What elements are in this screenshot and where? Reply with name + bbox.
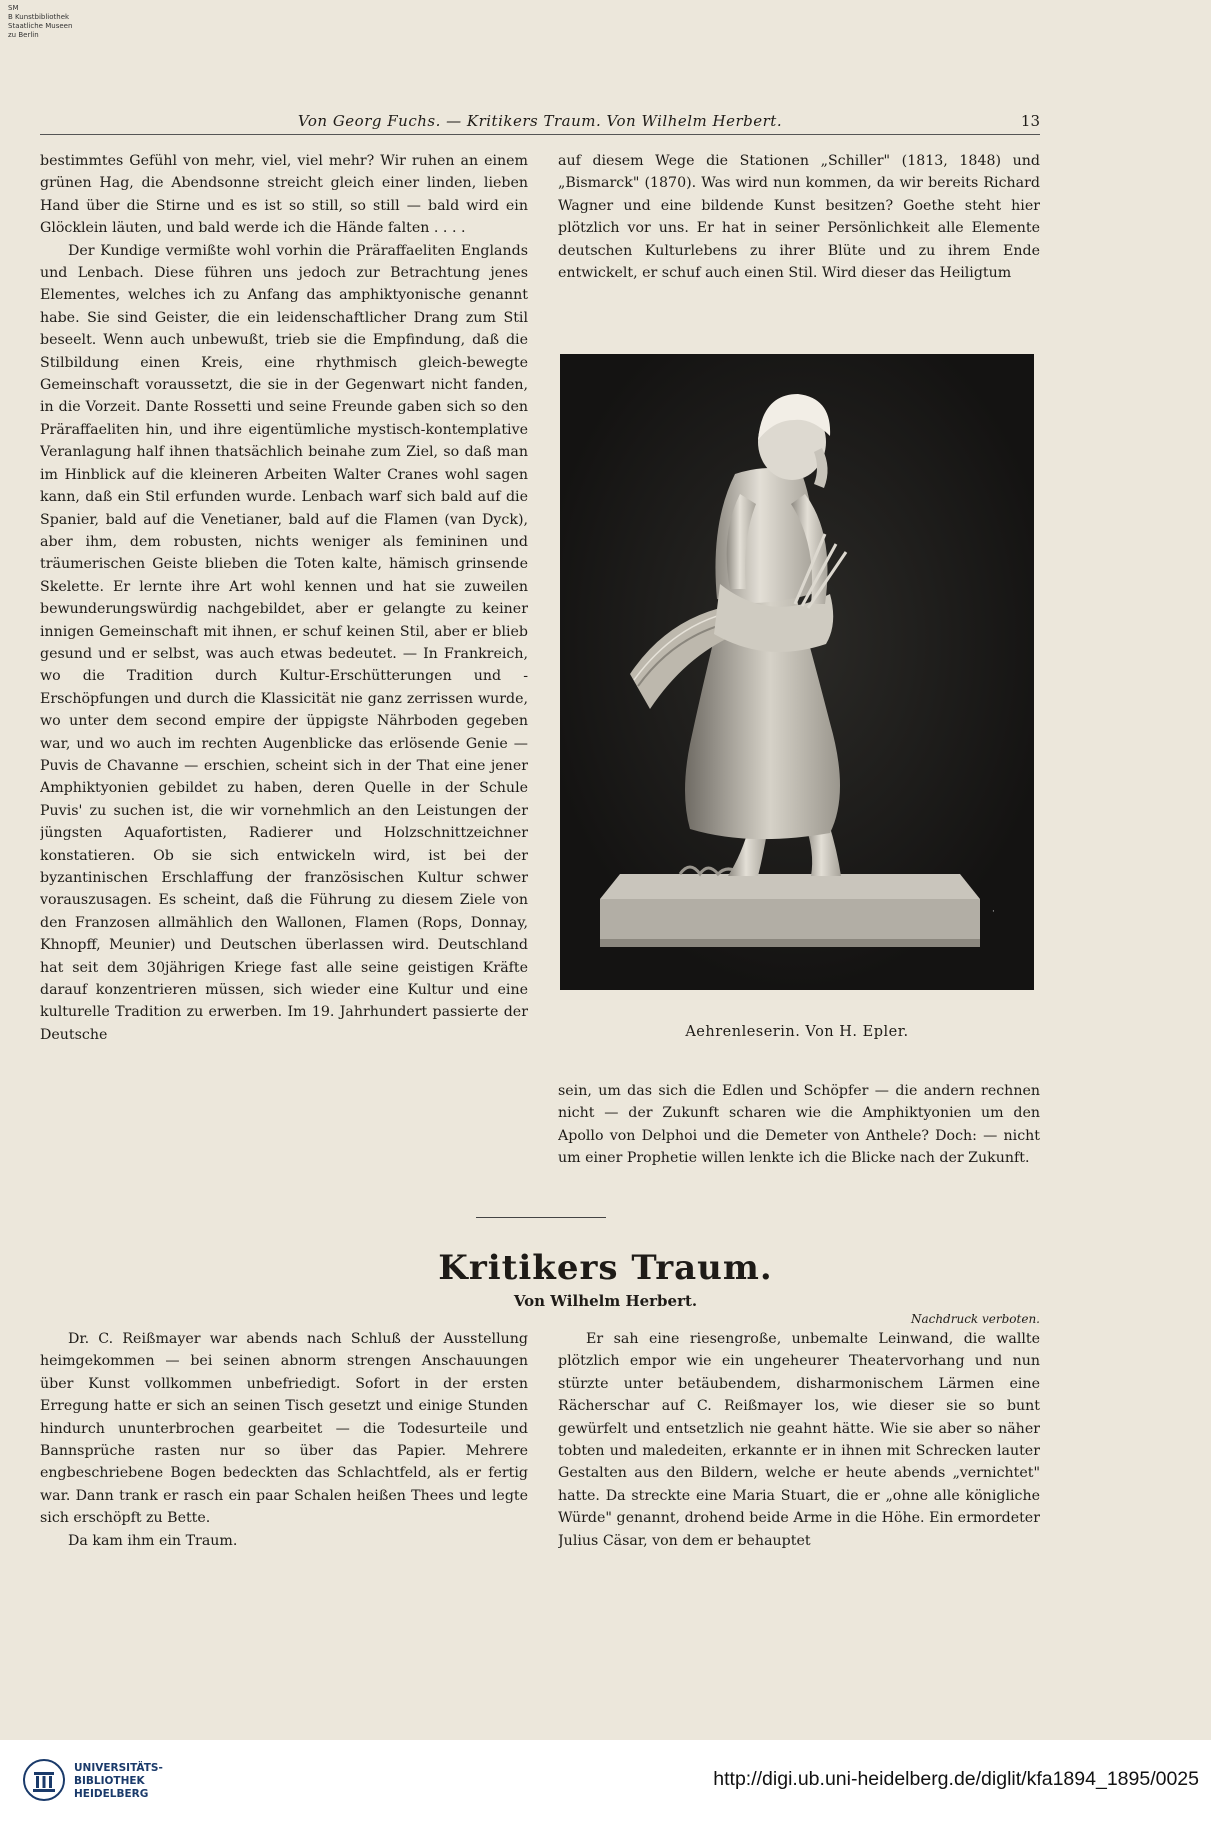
stamp-line: zu Berlin [8, 31, 39, 39]
article2-left-column [40, 1328, 528, 1578]
article1-right-column-bottom [558, 1080, 1040, 1190]
article1-left-column [40, 150, 528, 1200]
sculpture-photograph [560, 354, 1034, 990]
reprint-notice: Nachdruck verboten. [910, 1312, 1040, 1326]
footer-bar [0, 1740, 1211, 1830]
article-title: Kritikers Traum. [438, 1248, 773, 1288]
library-name-line: BIBLIOTHEK [74, 1775, 145, 1787]
library-name-line: UNIVERSITÄTS- [74, 1762, 163, 1774]
page-number: 13 [1020, 112, 1040, 130]
paragraph: bestimmtes Gefühl von mehr, viel, viel mehr? Wir ruhen an einem grünen Hag, die Abendsonne streicht gleich einer linden, lieben Hand über die Stirne und es ist so still, so still — bald wird ein Glöcklein läuten, und bald werde ich die Hände falten . . . . [40, 153, 528, 237]
section-divider [476, 1217, 606, 1218]
article-author: Von Wilhelm Herbert. [513, 1292, 698, 1310]
library-name [74, 1762, 163, 1801]
running-header [40, 104, 1040, 135]
university-library-logo-icon [22, 1758, 66, 1802]
paragraph: sein, um das sich die Edlen und Schöpfer — die andern rechnen nicht — der Zukunft scharen wie die Amphiktyonien um den Apollo von Delphoi und die Demeter von Anthele? Doch: — nicht um einer Prophetie willen lenkte ich die Blicke nach der Zukunft. [558, 1083, 1040, 1167]
library-stamp [8, 4, 72, 40]
paragraph: auf diesem Wege die Stationen „Schiller" (1813, 1848) und „Bismarck" (1870). Was wird nun kommen, da wir bereits Richard Wagner und eine bildende Kunst besitzen? Goethe steht hier plötzlich vor uns. Er hat in seiner Persönlichkeit alle Elemente deutschen Kulturlebens zu ihrer Blüte und zu ihrem Ende entwickelt, er schuf auch einen Stil. Wird dieser das Heiligtum [558, 153, 1040, 282]
stamp-line: Staatliche Museen [8, 22, 73, 30]
paragraph: Der Kundige vermißte wohl vorhin die Präraffaeliten Englands und Lenbach. Diese führen uns jedoch zur Betrachtung jenes Elementes, welches ich zu Anfang das amphiktyonische genannt habe. Sie sind Geister, die ein leidenschaftlicher Drang zum Stil beseelt. Wenn auch unbewußt, trieb sie die Empfindung, daß die Stilbildung einen Kreis, eine rhythmisch gleich-bewegte Gemeinschaft voraussetzt, die sie in der Gegenwart nicht fanden, in die Vorzeit. Dante Rossetti und seine Freunde gaben sich so den Präraffaeliten hin, und ihre eigentümliche mystisch-kontemplative Veranlagung half ihnen thatsächlich beinahe zum Ziel, so daß man im Hinblick auf die kleineren Arbeiten Walter Cranes wohl sagen kann, daß ein Stil erfunden wurde. Lenbach warf sich bald auf die Spanier, bald auf die Venetianer, bald auf die Flamen (van Dyck), aber ihm, dem robusten, nichts weniger als femininen und träumerischen Geiste blieben die Toten kalte, hämisch grinsende Skelette. Er lernte ihre Art wohl kennen und hat sie zuweilen bewunderungswürdig nachgebildet, aber er gelangte zu keiner innigen Gemeinschaft mit ihnen, er schuf keinen Stil, aber er blieb gesund und er selbst, was auch etwas bedeutet. — In Frankreich, wo die Tradition durch Kultur-Erschütterungen und -Erschöpfungen und durch die Klassicität nie ganz zerrissen wurde, wo unter dem second empire der üppigste Nährboden gegeben war, und wo auch im rechten Augenblicke das erlösende Genie — Puvis de Chavanne — erschien, scheint sich in der That eine jener Amphiktyonien gebildet zu haben, deren Quelle in der Schule Puvis' zu suchen ist, die wir vornehmlich an den Leistungen der jüngsten Aquafortisten, Radierer und Holzschnittzeichner konstatieren. Ob sie sich entwickeln wird, ist bei der byzantinischen Erschlaffung der französischen Kultur schwer vorauszusagen. Es scheint, daß die Führung zu diesem Ziele von den Franzosen allmählich den Wallonen, Flamen (Rops, Donnay, Khnopff, Meunier) und Deutschen überlassen wird. Deutschland hat seit dem 30jährigen Kriege fast alle seine geistigen Kräfte darauf konzentrieren müssen, sich wieder eine Kultur und eine kulturelle Tradition zu erwerben. Im 19. Jahrhundert passierte der Deutsche [40, 242, 528, 1043]
svg-text:·: · [992, 907, 995, 917]
running-title: Von Georg Fuchs. — Kritikers Traum. Von Wilhelm Herbert. [297, 112, 783, 130]
paragraph: Er sah eine riesengroße, unbemalte Leinwand, die wallte plötzlich empor wie ein ungeheurer Theatervorhang und nun stürzte unter betäubendem, disharmonischem Lärmen eine Rächerschar auf C. Reißmayer los, wie dieser sie so bunt gewürfelt und entsetzlich nie geahnt hätte. Wie sie aber so näher tobten und maledeiten, erkannte er in ihnen mit Schrecken lauter Gestalten aus den Bildern, welche er heute abends „vernichtet" hatte. Da streckte eine Maria Stuart, die er „ohne alle königliche Würde" genannt, drohend beide Arme in die Höhe. Ein ermordeter Julius Cäsar, von dem er behauptet [558, 1331, 1040, 1549]
stamp-line: B Kunstbibliothek [8, 13, 70, 21]
figure-caption: Aehrenleserin. Von H. Epler. [685, 1024, 909, 1040]
sculpture-illustration [560, 354, 1034, 990]
article1-right-column-top [558, 150, 1040, 320]
paragraph: Dr. C. Reißmayer war abends nach Schluß der Ausstellung heimgekommen — bei seinen abnorm strengen Anschauungen über Kunst vollkommen unbefriedigt. Sofort in der ersten Erregung hatte er sich an seinen Tisch gesetzt und einige Stunden hindurch ununterbrochen gearbeitet — die Todesurteile und Bannsprüche rasten nur so über das Papier. Mehrere engbeschriebene Bogen bedeckten das Schlachtfeld, als er fertig war. Dann trank er rasch ein paar Schalen heißen Thees und legte sich erschöpft zu Bette. [40, 1331, 528, 1527]
stamp-line: SM [8, 4, 19, 12]
article2-right-column [558, 1328, 1040, 1578]
paragraph: Da kam ihm ein Traum. [68, 1532, 238, 1549]
source-url[interactable]: http://digi.ub.uni-heidelberg.de/diglit/kfa1894_1895/0025 [713, 1768, 1199, 1790]
library-name-line: HEIDELBERG [74, 1788, 149, 1800]
